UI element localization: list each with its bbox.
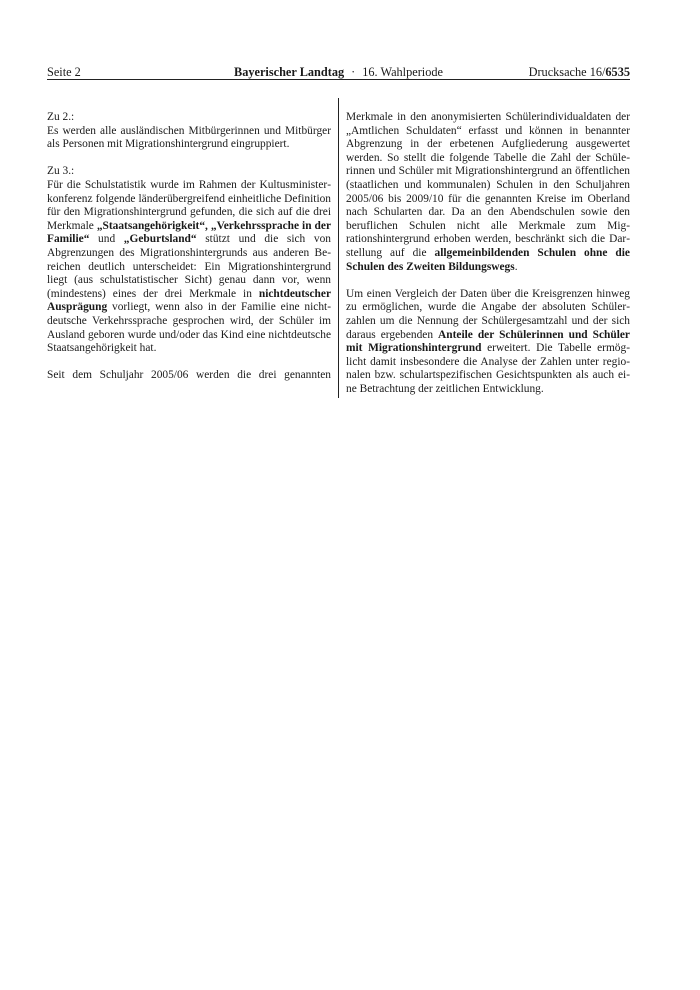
right-bold-1: allgemeinbildenden Schulen ohne die Schulen des Zweiten Bildungswegs <box>346 246 630 273</box>
right-column <box>346 111 630 410</box>
zu3-heading: Zu 3.: <box>47 165 75 178</box>
zu3-text-1: Für die Schulstatistik wurde im Rahmen der Kultusministerkonferenz folgende länderübergreifend einheitliche Definition für den Migrationshintergrund gefunden, die sich auf die drei Merkmale <box>47 178 331 232</box>
right-text-1: Merkmale in den anonymisierten Schülerindividualdaten der „Amtlichen Schuldaten“ erfasst und können in benannter Abgrenzung in der erbetenen Aufgliederung ausgewertet werden. So stellt die folgende Tabelle die Zahl der Schülerinnen und Schüler mit Migrationshintergrund an öffentlichen (staatlichen und kommunalen) Schulen in den Schuljahren 2005/06 bis 2009/10 für die genannten Kreise im Oberland nach Schularten dar. Da an den Abendschulen sowie den beruflichen Schulen nicht alle Merkmale zum Migrationshintergrund erhoben werden, beschränkt sich die Darstellung auf die <box>346 111 630 259</box>
zu3-paragraph <box>47 179 331 356</box>
right-text-1-end: . <box>514 260 518 273</box>
right-paragraph-1 <box>346 111 630 274</box>
zu2-heading: Zu 2.: <box>47 111 75 123</box>
page-number: Seite 2 <box>47 65 81 79</box>
left-column <box>47 111 331 383</box>
landtag-name: Bayerischer Landtag <box>234 65 345 79</box>
zu3-continuation: Seit dem Schuljahr 2005/06 werden die drei genannten <box>47 369 331 382</box>
zu3-bold-3: nichtdeutscher Ausprägung <box>47 287 331 314</box>
zu2-paragraph: Es werden alle ausländischen Mitbürgerinnen und Mitbürger als Personen mit Migrationshintergrund eingruppiert. <box>47 124 331 151</box>
zu3-text-2: und <box>89 233 124 246</box>
header-separator: · <box>351 65 356 79</box>
zu3-bold-1: „Staatsangehörigkeit“, „Verkehrssprache in der Familie“ <box>47 219 331 246</box>
drucksache-prefix: Drucksache 16/ <box>528 65 606 79</box>
right-text-3: erweitert. Die Tabelle ermöglicht damit insbesondere die Analyse der Zahlen unter regionalen bzw. schulartspezifischen Gesichtspunkten als auch eine Betrachtung der zeitlichen Entwicklung. <box>346 342 630 395</box>
right-bold-2: Anteile der Schülerinnen und Schüler mit Migrationshintergrund <box>346 328 630 355</box>
wahlperiode: 16. Wahlperiode <box>362 65 443 79</box>
right-paragraph-2 <box>346 288 630 397</box>
zu3-bold-2: „Geburtsland“ <box>123 233 197 246</box>
header-rule <box>47 79 630 80</box>
zu3-text-3: stützt und die sich von Abgrenzungen des Migrationshintergrunds aus anderen Bereichen deutlich unterscheidet: Ein Migrationshintergrund liegt (aus schulstatistischer Sicht) genau dann vor, wenn (mindestens) eines der drei Merkmale in <box>47 233 331 300</box>
right-text-2: Um einen Vergleich der Daten über die Kreisgrenzen hinweg zu ermöglichen, wurde die Angabe der absoluten Schülerzahlen um die Nennung der Schülergesamtzahl und der sich daraus ergebenden <box>346 287 630 341</box>
drucksache-number <box>529 64 630 80</box>
drucksache-id: 6535 <box>605 65 630 79</box>
zu3-text-4: vorliegt, wenn also in der Familie eine nichtdeutsche Verkehrssprache gesprochen wird, der Schüler im Ausland geboren wurde und/oder das Kind eine nichtdeutsche Staatsangehörigkeit hat. <box>47 301 331 355</box>
page-header <box>47 64 630 80</box>
column-divider <box>338 98 339 398</box>
